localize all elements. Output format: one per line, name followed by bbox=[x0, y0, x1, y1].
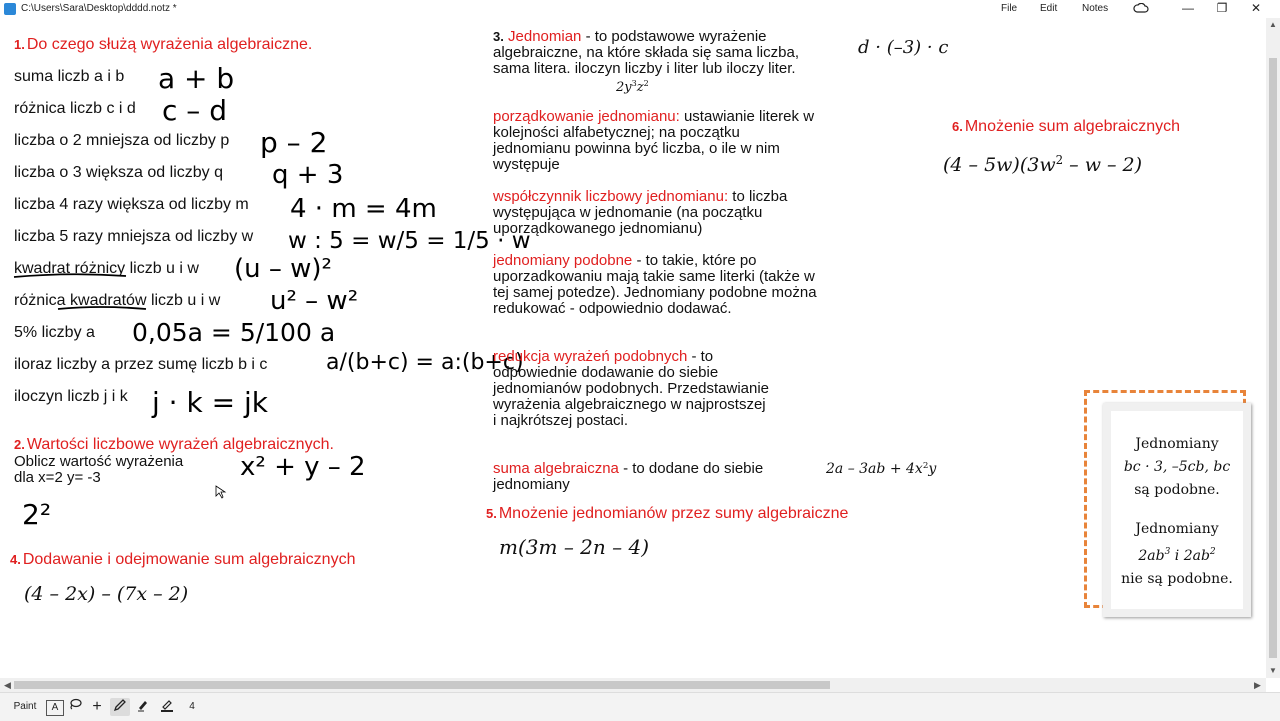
ink-answer: 4 · m = 4m bbox=[290, 194, 437, 224]
section4-expression: (4 – 2x) – (7x – 2) bbox=[24, 583, 189, 605]
menu-notes[interactable]: Notes bbox=[1082, 3, 1109, 14]
section6-heading: 6. Mnożenie sum algebraicznych bbox=[952, 118, 1181, 135]
ink-answer: 0,05a = 5/100 a bbox=[132, 318, 336, 347]
ink-answer: a + b bbox=[158, 62, 235, 95]
menu-file[interactable]: File bbox=[1001, 3, 1018, 14]
note-line: są podobne. bbox=[1134, 482, 1220, 498]
app-icon bbox=[4, 3, 16, 15]
text-tool-button[interactable]: A bbox=[46, 700, 64, 716]
section5-expression: m(3m – 2n – 4) bbox=[499, 535, 650, 559]
row-label: różnica kwadratów liczb u i w bbox=[14, 292, 221, 309]
ink-answer: j · k = jk bbox=[152, 386, 268, 419]
lasso-icon[interactable] bbox=[66, 698, 84, 716]
ink-answer: a/(b+c) = a:(b+c) bbox=[326, 350, 524, 375]
note-canvas[interactable] bbox=[0, 18, 1266, 678]
horizontal-scrollbar[interactable] bbox=[0, 678, 1266, 692]
section1-heading: 1. Do czego służą wyrażenia algebraiczne. bbox=[14, 36, 313, 53]
note-content: Jednomiany bc · 3, –5cb, bc są podobne. Jednomiany $2ab^3$ i $2ab^2$ nie są podobne. bbox=[1111, 411, 1243, 609]
sum-definition: suma algebraiczna - to dodane do siebie jednomiany bbox=[493, 460, 764, 493]
close-button[interactable]: ✕ bbox=[1250, 1, 1262, 15]
ink-value: 2² bbox=[22, 498, 52, 531]
row-label: liczba o 3 większa od liczby q bbox=[14, 164, 223, 181]
ordering-definition: porządkowanie jednomianu: ustawianie literek w kolejności alfabetycznej; na początku jednomianu powinna być liczba, o ile w nim występuje bbox=[493, 108, 815, 173]
row-label: różnica liczb c i d bbox=[14, 100, 136, 117]
ink-expression: x² + y – 2 bbox=[240, 452, 366, 482]
ink-answer: w : 5 = w/5 = 1/5 · w bbox=[288, 228, 531, 254]
row-label: kwadrat różnicy liczb u i w bbox=[14, 260, 199, 277]
vertical-scrollbar[interactable] bbox=[1266, 18, 1280, 678]
coefficient-definition: współczynnik liczbowy jednomianu: to liczba występująca w jednomanie (na początku uporządkowanego jednomianu) bbox=[493, 188, 788, 237]
similar-definition: jednomiany podobne - to takie, które po uporzadkowaniu mają takie same literki (także w tej samej potedze). Jednomiany podobne można redukować - odpowiednio dodawać. bbox=[493, 252, 817, 317]
pen-size-value[interactable]: 4 bbox=[189, 701, 195, 712]
monomial-example: $2y^3z^2$ bbox=[616, 79, 649, 95]
row-label: liczba 4 razy większa od liczby m bbox=[14, 196, 249, 213]
sum-example: $2a - 3ab + 4x^2y$ bbox=[826, 461, 937, 478]
row-label: liczba o 2 mniejsza od liczby p bbox=[14, 132, 230, 149]
top-example: d · (–3) · c bbox=[858, 37, 949, 58]
row-label: 5% liczby a bbox=[14, 324, 95, 341]
note-line: Jednomiany bbox=[1135, 436, 1219, 452]
horizontal-scroll-thumb[interactable] bbox=[14, 681, 830, 689]
scroll-up-icon[interactable]: ▲ bbox=[1269, 20, 1277, 29]
section4-heading: 4. Dodawanie i odejmowanie sum algebraicznych bbox=[10, 551, 356, 568]
scroll-right-icon[interactable]: ▶ bbox=[1254, 680, 1261, 690]
maximize-button[interactable]: ❐ bbox=[1216, 1, 1228, 15]
section2-text: dla x=2 y= -3 bbox=[14, 469, 101, 486]
add-icon[interactable]: + bbox=[92, 698, 102, 715]
scroll-down-icon[interactable]: ▼ bbox=[1269, 666, 1277, 675]
section6-expression: $(4 - 5w)(3w^2$ – w – 2) bbox=[943, 153, 1143, 177]
note-line: Jednomiany bbox=[1135, 521, 1219, 537]
cloud-icon[interactable] bbox=[1133, 3, 1149, 16]
row-label: iloraz liczby a przez sumę liczb b i c bbox=[14, 356, 268, 373]
section2-text: Oblicz wartość wyrażenia bbox=[14, 453, 184, 470]
pen-width-icon[interactable] bbox=[158, 698, 176, 716]
reduction-definition: redukcja wyrażeń podobnych - to odpowiednie dodawanie do siebie jednomianów podobnych. Przedstawianie wyrażenia algebraicznego w najprostszej i najkrótszej postaci. bbox=[493, 348, 770, 429]
ink-answer: p – 2 bbox=[260, 126, 328, 159]
row-label: liczba 5 razy mniejsza od liczby w bbox=[14, 228, 254, 245]
ink-answer: (u – w)² bbox=[234, 254, 332, 284]
section5-heading: 5. Mnożenie jednomianów przez sumy algebraiczne bbox=[486, 505, 849, 522]
section2-heading: 2. Wartości liczbowe wyrażeń algebraicznych. bbox=[14, 436, 334, 453]
ink-answer: u² – w² bbox=[270, 286, 359, 316]
scroll-left-icon[interactable]: ◀ bbox=[4, 680, 11, 690]
bottom-toolbar bbox=[0, 692, 1280, 721]
vertical-scroll-thumb[interactable] bbox=[1269, 58, 1277, 658]
minimize-button[interactable]: — bbox=[1182, 1, 1194, 15]
title-bar bbox=[0, 0, 1280, 18]
note-line: nie są podobne. bbox=[1121, 571, 1233, 587]
mouse-cursor-icon bbox=[0, 18, 1266, 678]
row-label: iloczyn liczb j i k bbox=[14, 388, 128, 405]
note-line: bc · 3, –5cb, bc bbox=[1123, 459, 1231, 475]
window-title: C:\Users\Sara\Desktop\dddd.notz * bbox=[21, 3, 177, 14]
section3-definition: 3. Jednomian - to podstawowe wyrażenie algebraiczne, na które składa się sama liczba, sama litera. iloczyn liczby i liter lub iloczy liter. bbox=[493, 28, 799, 77]
highlighter-icon[interactable] bbox=[134, 698, 152, 716]
paint-mode-button[interactable]: Paint bbox=[13, 701, 37, 712]
ink-answer: c – d bbox=[162, 94, 227, 127]
ink-answer: q + 3 bbox=[272, 160, 344, 190]
pen-tool-icon[interactable] bbox=[110, 698, 130, 716]
row-label: suma liczb a i b bbox=[14, 68, 125, 85]
menu-edit[interactable]: Edit bbox=[1040, 3, 1058, 14]
